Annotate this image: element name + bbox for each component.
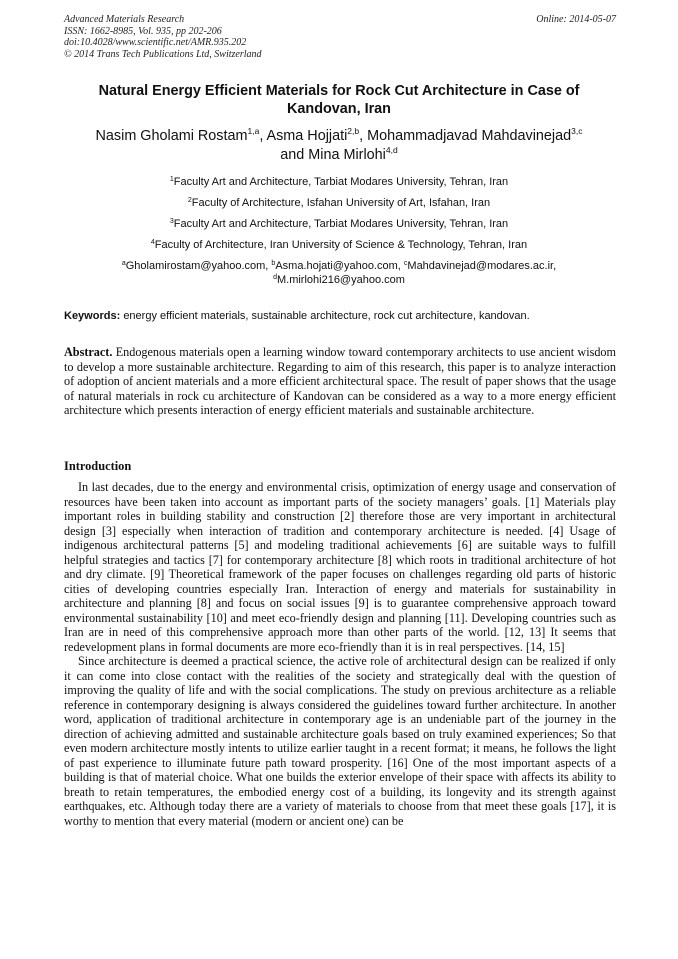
paragraph: In last decades, due to the energy and environmental crisis, optimization of energy usage and conservation of resources have been taken into account as important parts of the society managers’ goals. [1] Materials play important roles in building stability and construction [2] therefore those are very important in architectural design [3] especially when interaction of tradition and contemporary architecture is needed. [4] Usage of indigenous architectural patterns [5] and modeling traditional achievements [6] are suitable ways to fulfill helpful strategies and tactics [7] for contemporary architecture [8] which roots in traditional architecture of hot and dry climate. [9] Theoretical framework of the paper focuses on challenges regarding old parts of historic cities of developing countries especially Iran. Interaction of energy and materials for sustainability in architecture and planning [8] and focus on social issues [9] is to guarantee comprehensive approach toward environmental sustainability [10] and meet eco-friendly design and planning [11]. Developing countries such as Iran are in need of this comprehensive approach more than other parts of the world. [12, 13] It seems that redevelopment plans in formal documents are more eco-friendly than it is in real perspectives. [14, 15] bbox=[64, 480, 616, 654]
affiliation bbox=[56, 175, 622, 189]
journal-header bbox=[64, 14, 424, 60]
journal-copyright: © 2014 Trans Tech Publications Ltd, Switzerland bbox=[64, 48, 262, 60]
paper-title-line-2: Kandovan, Iran bbox=[287, 101, 391, 117]
journal-name: Advanced Materials Research bbox=[64, 14, 185, 25]
email-link[interactable]: Mahdavinejad@modares.ac.ir, bbox=[407, 260, 557, 272]
author-conjunction: and bbox=[280, 147, 305, 163]
author-list bbox=[56, 127, 622, 165]
author-name: Nasim Gholami Rostam bbox=[95, 128, 248, 144]
email-link[interactable]: Gholamirostam@yahoo.com, bbox=[125, 260, 269, 272]
affiliation-mark: 1 bbox=[169, 176, 174, 183]
email-line-1 bbox=[56, 259, 622, 273]
online-date: Online: 2014-05-07 bbox=[536, 14, 616, 25]
affiliation-text: Faculty Art and Architecture, Tarbiat Modares University, Tehran, Iran bbox=[173, 176, 509, 188]
abstract-text: Endogenous materials open a learning window toward contemporary architects to use ancient wisdom to develop a more sustainable architecture. Regarding to aim of this research, this paper is to analyze interaction of adoption of ancient materials and a more efficient architectural space. The result of paper shows that the usage of natural materials in rock cu architecture of Kandovan can be considered as a way to a more energy efficient architecture which presents interaction of energy efficient materials and sustainable architecture. bbox=[64, 345, 616, 417]
author-name: Mohammadjavad Mahdavinejad bbox=[367, 128, 572, 144]
author-affil-mark: 2,b bbox=[347, 126, 360, 136]
author-line-1: Nasim Gholami Rostam$^{1,a}$, Asma Hojjati$^{2,b}$, Mohammadjavad Mahdavinejad$^{3,c}$ bbox=[95, 126, 583, 144]
paper-title-line-1: Natural Energy Efficient Materials for Rock Cut Architecture in Case of bbox=[98, 83, 580, 99]
author-affil-mark: 4,d bbox=[385, 145, 398, 155]
author-line-2 bbox=[56, 146, 622, 165]
affiliation-text: Faculty of Architecture, Iran University of Science & Technology, Tehran, Iran bbox=[154, 239, 528, 251]
email-mark: d bbox=[273, 274, 277, 281]
journal-issn: ISSN: 1662-8985, Vol. 935, pp 202-206 bbox=[64, 25, 222, 37]
keywords-text: energy efficient materials, sustainable architecture, rock cut architecture, kandovan. bbox=[123, 310, 530, 322]
affiliation-mark: 2 bbox=[187, 197, 192, 204]
author-affil-mark: 3,c bbox=[571, 126, 583, 136]
affiliation bbox=[56, 196, 622, 210]
email-mark: a bbox=[121, 260, 126, 267]
introduction-body bbox=[64, 480, 616, 828]
author-name: Mina Mirlohi bbox=[308, 147, 386, 163]
journal-doi: doi:10.4028/www.scientific.net/AMR.935.202 bbox=[64, 37, 247, 49]
email-mark: c bbox=[403, 260, 408, 267]
affiliation bbox=[56, 238, 622, 252]
affiliation-mark: 3 bbox=[169, 218, 174, 225]
email-line-2 bbox=[56, 273, 622, 287]
email-link[interactable]: M.mirlohi216@yahoo.com bbox=[276, 274, 405, 286]
keywords-label: Keywords: bbox=[64, 310, 121, 322]
affiliation bbox=[56, 217, 622, 231]
affiliation-list bbox=[56, 175, 622, 287]
section-heading-introduction: Introduction bbox=[64, 459, 132, 473]
abstract bbox=[64, 345, 616, 418]
paper-title bbox=[56, 82, 622, 118]
abstract-label: Abstract. bbox=[64, 345, 113, 359]
affiliation-mark: 4 bbox=[150, 239, 155, 246]
author-affil-mark: 1,a bbox=[247, 126, 260, 136]
email-mark: b bbox=[271, 260, 276, 267]
keywords bbox=[64, 309, 616, 323]
paragraph: Since architecture is deemed a practical science, the active role of architectural design can be realized if only it can come into close contact with the realities of the society and strategically deal with the question of improving the quality of life and with the social complications. The study on previous architecture as a reliable reference in contemporary designing is always considered the guidelines toward further architecture. In another word, application of traditional architecture in contemporary age is an undeniable part of the journey in the direction of achieving admitted and sustainable architecture goals based on truly examined experiences; So that even modern architecture mostly intents to utilize earlier taught in a recent format; it means, he follows the light of past experience to illuminate future path toward prosperity. [16] One of the most important aspects of a building is that of material choice. What one builds the exterior envelope of their space with affects its ability to breath to retain temperatures, the embodied energy cost of a building, its longevity and its strength against earthquakes, etc. Although today there are a variety of materials to choose from that meet these goals [17], it is worthy to mention that every material (modern or ancient one) can be bbox=[64, 654, 616, 828]
email-link[interactable]: Asma.hojati@yahoo.com, bbox=[275, 260, 401, 272]
affiliation-text: Faculty of Architecture, Isfahan University of Art, Isfahan, Iran bbox=[191, 197, 491, 209]
affiliation-text: Faculty Art and Architecture, Tarbiat Modares University, Tehran, Iran bbox=[173, 218, 509, 230]
author-name: Asma Hojjati bbox=[266, 128, 348, 144]
email-list bbox=[56, 259, 622, 287]
